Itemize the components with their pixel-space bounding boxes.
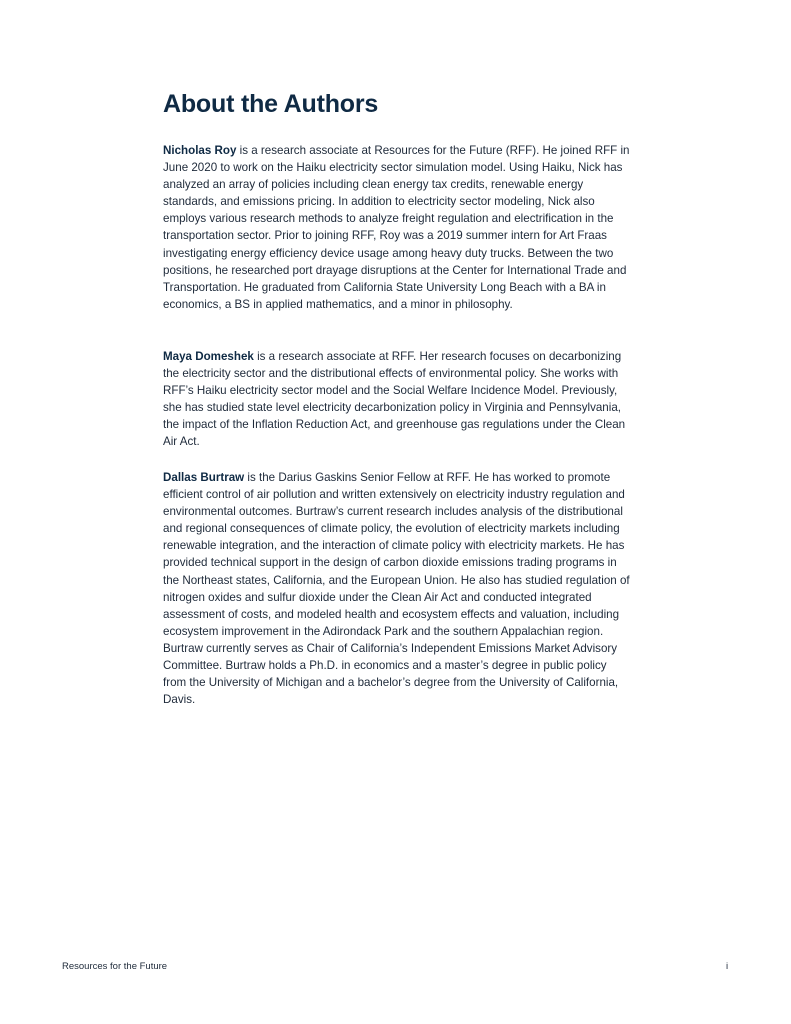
author-bio-dallas-burtraw [163,469,631,708]
author-bio-text: is the Darius Gaskins Senior Fellow at RFF. He has worked to promote efficient control of air pollution and written extensively on electricity industry regulation and environmental outcomes. Burtraw’s current research includes analysis of the distributional and regional consequences of climate policy, the evolution of electricity markets including renewable integration, and the interaction of climate policy with electricity markets. He has provided technical support in the design of carbon dioxide emissions trading programs in the Northeast states, California, and the European Union. He also has studied regulation of nitrogen oxides and sulfur dioxide under the Clean Air Act and conducted integrated assessment of costs, and modeled health and ecosystem effects and valuation, including ecosystem improvement in the Adirondack Park and the southern Appalachian region. Burtraw currently serves as Chair of California’s Independent Emissions Market Advisory Committee. Burtraw holds a Ph.D. in economics and a master’s degree in public policy from the University of Michigan and a bachelor’s degree from the University of California, Davis. [163,471,630,707]
footer-page-number: i [726,961,729,972]
author-name: Dallas Burtraw [163,471,245,484]
author-name: Nicholas Roy [163,144,237,157]
author-bio-nicholas-roy [163,142,631,313]
author-bio-text: is a research associate at RFF. Her research focuses on decarbonizing the electricity sector and the distributional effects of environmental policy. She works with RFF’s Haiku electricity sector model and the Social Welfare Incidence Model. Previously, she has studied state level electricity decarbonization policy in Virginia and Pennsylvania, the impact of the Inflation Reduction Act, and greenhouse gas regulations under the Clean Air Act. [163,350,626,449]
footer-publisher: Resources for the Future [62,961,168,972]
page-title: About the Authors [163,90,379,118]
author-bio-maya-domeshek [163,348,631,451]
author-name: Maya Domeshek [163,350,254,363]
author-bio-text: is a research associate at Resources for the Future (RFF). He joined RFF in June 2020 to work on the Haiku electricity sector simulation model. Using Haiku, Nick has analyzed an array of policies including clean energy tax credits, renewable energy standards, and emissions pricing. In addition to electricity sector modeling, Nick also employs various research methods to analyze freight regulation and electrification in the transportation sector. Prior to joining RFF, Roy was a 2019 summer intern for Art Fraas investigating energy efficiency device usage among heavy duty trucks. Between the two positions, he researched port drayage disruptions at the Center for International Trade and Transportation. He graduated from California State University Long Beach with a BA in economics, a BS in applied mathematics, and a minor in philosophy. [163,144,630,311]
